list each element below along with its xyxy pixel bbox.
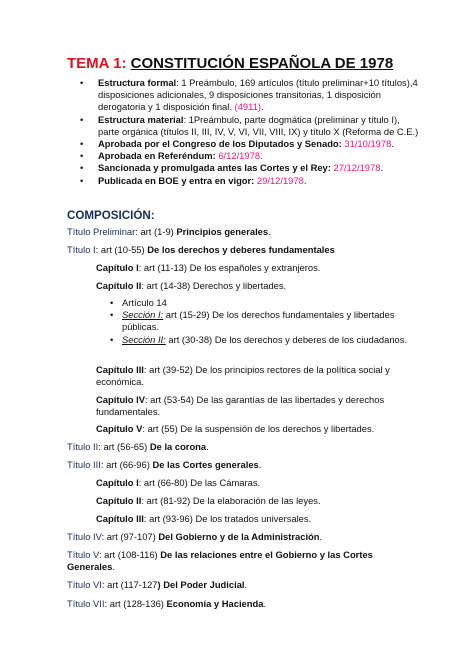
capitulo-name: Capítulo IV <box>96 394 145 405</box>
bullet-icon: • <box>80 162 84 174</box>
titulo-end: . <box>268 226 271 237</box>
capitulo-line <box>96 262 406 274</box>
list-item <box>110 334 410 346</box>
capitulo-text: : art (39-52) De los principios rectores de la política social y económica. <box>96 364 390 388</box>
capitulo-text: : art (93-96) De los tratados universales. <box>143 513 312 524</box>
titulo-range: : art (97-107) <box>101 531 159 542</box>
titulo-preliminar <box>67 226 271 238</box>
capitulo-line <box>96 280 406 292</box>
titulo-iii <box>67 459 261 471</box>
capitulo-text: : art (11-13) De los españoles y extranjeros. <box>138 262 321 273</box>
capitulo-text: : art (53-54) De las garantías de las libertades y derechos fundamentales. <box>96 394 385 418</box>
titulo-desc: De las relaciones entre el Gobierno y las Cortes Generales <box>67 549 373 573</box>
bullet-icon: • <box>80 138 84 150</box>
item-text: art (15-29) De los derechos fundamentales y libertades públicas. <box>122 309 395 333</box>
titulo-vii <box>67 598 266 610</box>
page-title <box>67 55 393 72</box>
list-item <box>80 138 420 150</box>
titulo-desc: De la corona <box>149 441 207 452</box>
titulo-range: : art (66-96) <box>100 459 153 470</box>
bullet-end: . <box>391 138 394 150</box>
titulo-ii <box>67 441 209 453</box>
capitulo-text: : art (81-92) De la elaboración de las leyes. <box>141 495 321 506</box>
titulo-desc: De las Cortes generales <box>152 459 259 470</box>
list-item <box>110 297 410 309</box>
capitulo-line <box>96 364 406 388</box>
titulo-v <box>67 549 407 573</box>
titulo-desc: Economía y Hacienda <box>166 598 264 609</box>
titulo-end: . <box>263 598 267 609</box>
bullet-icon: • <box>80 77 84 88</box>
titulo-range: : art (108-116) <box>98 549 161 560</box>
bullet-label: Publicada en BOE y entra en vigor: <box>98 174 257 186</box>
titulo-end: . <box>244 579 248 590</box>
seccion-label: Sección II: <box>122 333 166 345</box>
bullet-end: . <box>380 162 384 174</box>
titulo-name: Título III <box>67 459 101 470</box>
bullet-label: Estructura formal <box>98 77 177 88</box>
bullet-label: Estructura material <box>98 113 184 125</box>
titulo-end: . <box>112 561 115 573</box>
titulo-end: . <box>206 441 209 452</box>
seccion-label: Sección I: <box>122 309 164 321</box>
titulo-range: : art (56-65) <box>98 441 150 452</box>
titulo-name: Título Preliminar <box>67 226 136 237</box>
capitulo-line <box>96 513 406 525</box>
titulo-iv <box>67 531 322 543</box>
capitulo-line <box>96 423 406 435</box>
item-text: art (30-38) De los derechos y deberes de los ciudadanos. <box>165 333 408 345</box>
capitulo-name: Capítulo III <box>96 364 144 375</box>
titulo-desc: Del Gobierno y de la Administración <box>158 531 320 542</box>
section-heading: COMPOSICIÓN: <box>67 209 155 222</box>
capitulo-name: Capítulo I <box>96 477 139 488</box>
bullet-text: : 1 Preámbulo, 169 artículos (título preliminar+10 títulos),4 disposiciones adicionales, 9 disposiciones transitorias, 1 disposición derogatoria y 1 disposición final. <box>98 77 418 113</box>
titulo-name: Título I <box>67 244 96 255</box>
bullet-icon: • <box>110 333 114 345</box>
capitulo-name: Capítulo V <box>96 423 143 434</box>
list-item <box>80 175 420 187</box>
bullet-icon: • <box>110 309 114 321</box>
titulo-range: : art (1-9) <box>135 226 177 237</box>
capitulo-name: Capítulo I <box>96 262 139 273</box>
bullet-text: : 1Preámbulo, parte dogmática (preliminar y título I), parte orgánica (títulos II, III, IV, V, VI, VII, VIII, IX) y título X (Reforma de C.E.) <box>98 113 419 137</box>
bullet-highlight: 31/10/1978 <box>344 138 392 150</box>
bullet-highlight: 29/12/1978 <box>256 174 304 186</box>
titulo-end: . <box>319 531 323 542</box>
bullet-icon: • <box>80 150 84 162</box>
capitulo-line <box>96 495 406 507</box>
capitulo-name: Capítulo III <box>96 513 144 524</box>
bullet-icon: • <box>80 113 84 125</box>
titulo-name: Título VI <box>67 579 102 590</box>
titulo-name: Título II <box>67 441 99 452</box>
bullet-label: Sancionada y promulgada antes las Cortes y el Rey: <box>98 162 334 174</box>
titulo-name: Título V <box>67 549 99 560</box>
titulo-desc: Principios generales <box>176 226 269 237</box>
capitulo-line <box>96 394 406 418</box>
bullet-end: . <box>260 101 264 113</box>
articulo-list <box>110 297 410 346</box>
bullet-icon: • <box>80 174 84 186</box>
capitulo-name: Capítulo II <box>96 280 142 291</box>
titulo-range: : art (117-127 <box>101 579 158 590</box>
bullet-label: Aprobada por el Congreso de los Diputados y Senado: <box>98 138 345 150</box>
item-text: Artículo 14 <box>122 297 167 308</box>
titulo-vi <box>67 579 247 591</box>
bullet-label: Aprobada en Referéndum: <box>98 150 219 162</box>
titulo-end: . <box>258 459 262 470</box>
titulo-i <box>67 244 335 256</box>
bullet-highlight: 6/12/1978 <box>218 150 261 162</box>
list-item <box>110 309 410 333</box>
list-item <box>80 162 420 174</box>
title-text: CONSTITUCIÓN ESPAÑOLA DE 1978 <box>130 55 394 72</box>
bullet-end: . <box>260 150 263 162</box>
titulo-range: : art (10-55) <box>95 244 148 255</box>
list-item <box>80 114 420 138</box>
titulo-desc: ) Del Poder Judicial <box>157 579 245 590</box>
capitulo-text: : art (14-38) Derechos y libertades. <box>141 280 287 291</box>
bullet-icon: • <box>110 297 114 308</box>
titulo-desc: De los derechos y deberes fundamentales <box>147 244 335 255</box>
bullet-end: . <box>303 174 307 186</box>
titulo-range: : art (128-136) <box>104 598 167 609</box>
title-prefix: TEMA 1: <box>67 55 127 72</box>
list-item <box>80 77 420 114</box>
titulo-name: Título VII <box>67 598 105 609</box>
bullet-highlight: 27/12/1978 <box>333 162 381 174</box>
bullet-highlight: (4911) <box>234 101 261 113</box>
capitulo-text: : art (55) De la suspensión de los derechos y libertades. <box>142 423 375 434</box>
capitulo-line <box>96 477 406 489</box>
capitulo-text: : art (66-80) De las Cámaras. <box>138 477 261 488</box>
capitulo-name: Capítulo II <box>96 495 142 506</box>
list-item <box>80 150 420 162</box>
titulo-name: Título IV <box>67 531 102 542</box>
summary-bullet-list <box>80 77 420 187</box>
